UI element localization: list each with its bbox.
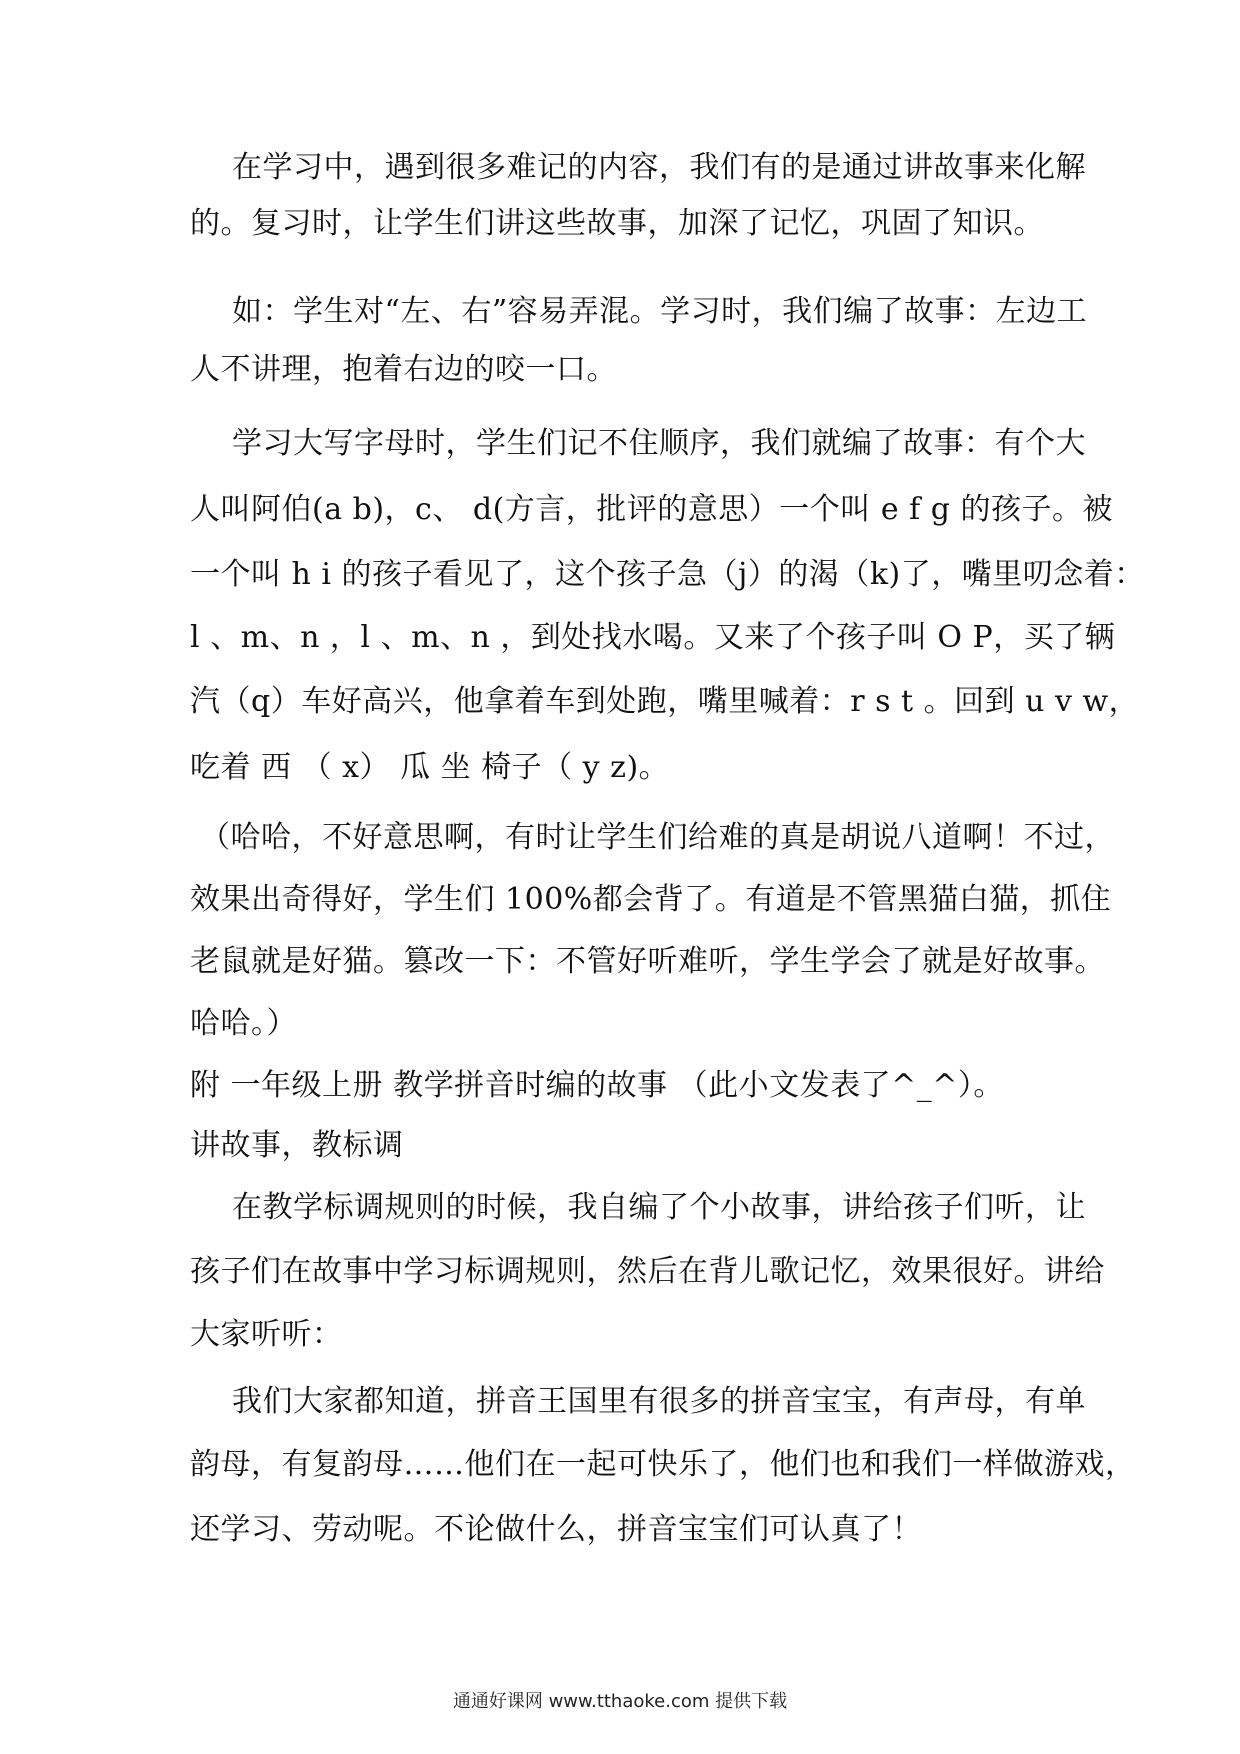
- paragraph-2-line-2: 人不讲理，抱着右边的咬一口。: [190, 352, 617, 387]
- section-heading: 讲故事，教标调: [190, 1128, 404, 1163]
- paragraph-3-line-5: 汽（q）车好高兴，他拿着车到处跑，嘴里喊着：r s t 。回到 u v w，: [190, 684, 1140, 719]
- paragraph-5-line-1: 在教学标调规则的时候，我自编了个小故事，讲给孩子们听，让: [232, 1190, 1086, 1225]
- paragraph-3-line-6: 吃着 西 （ x） 瓜 坐 椅子（ y z)。: [190, 750, 670, 785]
- paragraph-1-line-2: 的。复习时，让学生们讲这些故事，加深了记忆，巩固了知识。: [190, 206, 1044, 241]
- paragraph-1-line-1: 在学习中，遇到很多难记的内容，我们有的是通过讲故事来化解: [232, 150, 1086, 185]
- paragraph-3-line-2: 人叫阿伯(a b)，c、 d(方言，批评的意思）一个叫 e f g 的孩子。被: [190, 492, 1113, 527]
- paragraph-6-line-2: 韵母，有复韵母……他们在一起可快乐了，他们也和我们一样做游戏，: [190, 1447, 1136, 1482]
- paragraph-6-line-1: 我们大家都知道，拼音王国里有很多的拼音宝宝，有声母，有单: [232, 1384, 1086, 1419]
- paragraph-5-line-3: 大家听听：: [190, 1317, 343, 1352]
- paragraph-4-line-3: 老鼠就是好猫。篡改一下：不管好听难听，学生学会了就是好故事。: [190, 944, 1105, 979]
- paragraph-3-line-4: l 、m、n ，l 、m、n ，到处找水喝。又来了个孩子叫 O P，买了辆: [190, 620, 1116, 655]
- paragraph-2-line-1: 如：学生对“左、右”容易弄混。学习时，我们编了故事：左边工: [232, 294, 1088, 329]
- paragraph-4-line-4: 哈哈。）: [190, 1006, 297, 1041]
- appendix-note: 附 一年级上册 教学拼音时编的故事 （此小文发表了^_^）。: [190, 1068, 1004, 1103]
- paragraph-3-line-3: 一个叫 h i 的孩子看见了，这个孩子急（j）的渴（k)了，嘴里叨念着：: [190, 557, 1145, 592]
- paragraph-3-line-1: 学习大写字母时，学生们记不住顺序，我们就编了故事：有个大: [232, 426, 1086, 461]
- page-footer: 通通好课网 www.tthaoke.com 提供下载: [452, 1691, 788, 1712]
- paragraph-6-line-3: 还学习、劳动呢。不论做什么，拼音宝宝们可认真了！: [190, 1512, 922, 1547]
- paragraph-4-line-2: 效果出奇得好，学生们 100%都会背了。有道是不管黑猫白猫，抓住: [190, 882, 1112, 917]
- paragraph-5-line-2: 孩子们在故事中学习标调规则，然后在背儿歌记忆，效果很好。讲给: [190, 1254, 1105, 1289]
- paragraph-4-line-1: （哈哈，不好意思啊，有时让学生们给难的真是胡说八道啊！不过，: [200, 820, 1115, 855]
